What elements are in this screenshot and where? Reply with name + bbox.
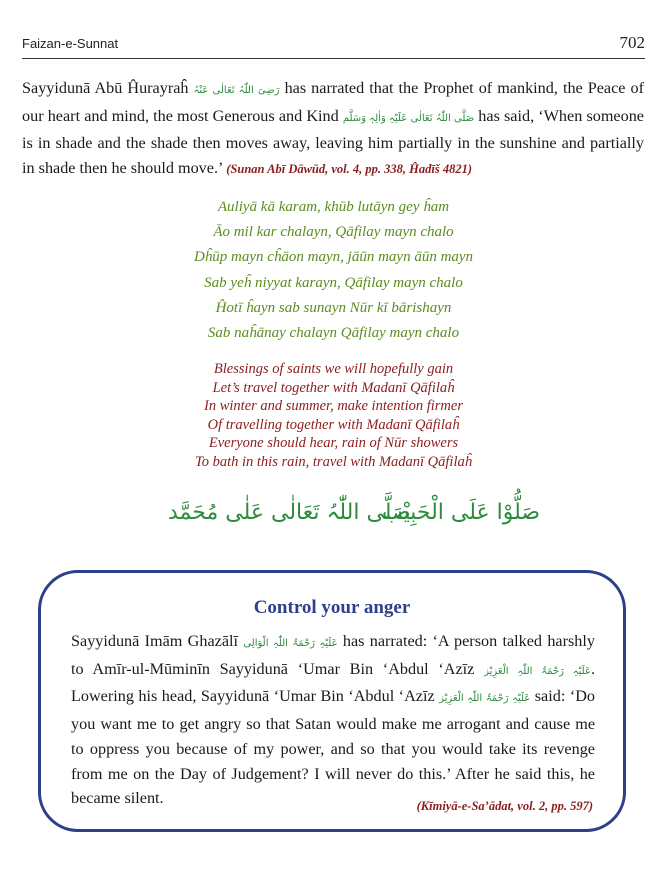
- poem-line: Sab yeĥ niyyat karayn, Qāfilay mayn chalo: [204, 274, 463, 291]
- arabic-honorific: رَضِیَ اللّٰہُ تَعَالٰی عَنْہُ: [193, 85, 280, 96]
- poem-line: Ĥotī ĥayn sab sunayn Nūr kī bārishayn: [215, 299, 452, 316]
- box-text: Sayyidunā Imām Ghazālī: [71, 632, 244, 650]
- citation: (Sunan Abī Dāwūd, vol. 4, pp. 338, Ĥadīš 4821): [226, 161, 473, 176]
- paragraph-text: has said, ‘When someone is in shade and the shade then moves away, leaving him partially in the sunshine and partially in shade then he should move.’: [22, 106, 644, 177]
- arabic-salutation: صَلَّی اللّٰہُ تَعَالٰی عَلَیْہِ وَاٰلِہٖ وَسَلَّم: [342, 112, 475, 124]
- poem-transliteration: [0, 195, 667, 346]
- poem-line: Everyone should hear, rain of Nūr showers: [208, 435, 459, 452]
- hadith-paragraph: [22, 76, 644, 181]
- poem-line: Āo mil kar chalayn, Qāfilay mayn chalo: [213, 224, 454, 241]
- box-text: said: ‘Do you want me to get angry so that Satan would make me arrogant and cause me to oppress you because of my power, and so that you would take its revenge from me on the Day of Judgement? I will never do this.’ After he said this, he became silent.: [71, 687, 595, 808]
- poem-line: Let’s travel together with Madanī Qāfilaĥ: [212, 379, 455, 396]
- arabic-honorific: عَلَیْہِ رَحْمَۃُ اللّٰہِ الْوَالِی: [243, 638, 338, 649]
- poem-line: Blessings of saints we will hopefully gain: [213, 361, 454, 377]
- box-text: . Lowering his head, Sayyidunā ‘Umar Bin ‘Abdul ‘Azīz: [71, 659, 595, 706]
- anger-story-box: [38, 570, 626, 832]
- poem-line: Dĥūp mayn cĥāon mayn, jāūn mayn āūn mayn: [193, 249, 474, 266]
- box-title: Control your anger: [253, 597, 411, 618]
- salat-right: صَلُّوْا عَلَی الْحَبِیْب: [382, 500, 541, 525]
- paragraph-text: Sayyidunā Abū Ĥurayraĥ: [22, 79, 194, 97]
- page-header: [22, 30, 645, 59]
- box-citation: (Kīmiyā-e-Sa’ādat, vol. 2, pp. 597): [416, 799, 593, 813]
- salat-left: صَلَّی اللّٰہُ تَعَالٰی عَلٰی مُحَمَّد: [168, 500, 411, 525]
- poem-line: Of travelling together with Madanī Qāfilaĥ: [207, 416, 460, 433]
- book-title: Faizan-e-Sunnat: [22, 36, 119, 51]
- arabic-honorific: عَلَیْہِ رَحْمَۃُ اللّٰہِ الْعَزِیْز: [439, 693, 531, 705]
- box-text: has narrated: ‘A person talked harshly to Amīr-ul-Mūminīn Sayyidunā ‘Umar Bin ‘Abdul ‘Azīz: [71, 632, 595, 678]
- salat-line: [0, 496, 667, 536]
- box-body: [71, 629, 595, 811]
- arabic-honorific: عَلَیْہِ رَحْمَۃُ اللّٰہِ الْعَزِیْز: [484, 665, 591, 677]
- paragraph-text: has narrated that the Prophet of mankind, the Peace of our heart and mind, the most Generous and Kind: [22, 79, 644, 125]
- poem-line: In winter and summer, make intention firmer: [204, 398, 463, 415]
- page-number: 702: [619, 33, 645, 52]
- poem-translation: [0, 360, 667, 472]
- poem-line: Auliyā kā karam, khūb lutāyn gey ĥam: [217, 199, 450, 215]
- poem-line: To bath in this rain, travel with Madanī Qāfilaĥ: [194, 453, 472, 470]
- poem-line: Sab naĥānay chalayn Qāfilay mayn chalo: [207, 325, 460, 342]
